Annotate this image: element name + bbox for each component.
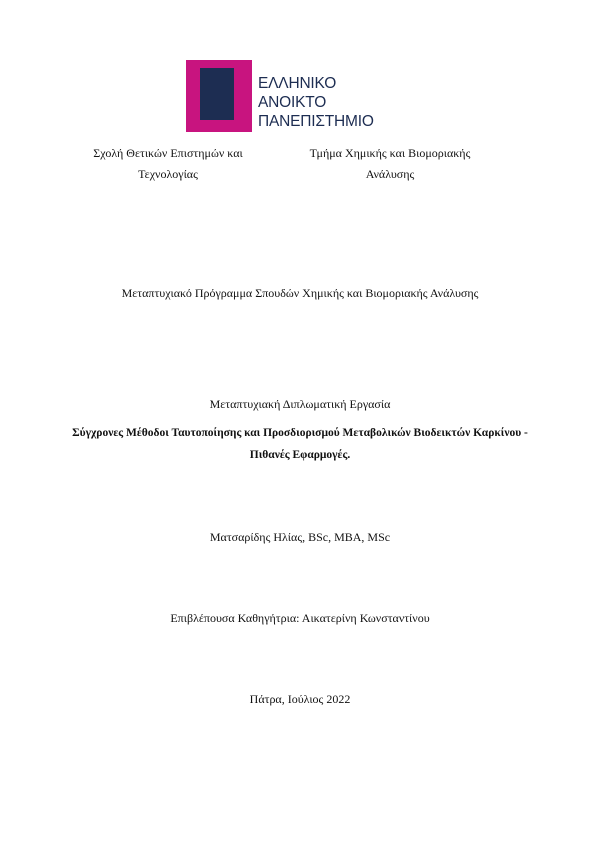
- place-date: Πάτρα, Ιούλιος 2022: [249, 692, 351, 706]
- thesis-title: [40, 422, 560, 466]
- thesis-title-line-1: Σύγχρονες Μέθοδοι Ταυτοποίησης και Προσδιορισμού Μεταβολικών Βιοδεικτών Καρκίνου -: [72, 427, 528, 439]
- university-logo-text: [258, 74, 374, 131]
- logo-text-line-3: ΠΑΝΕΠΙΣΤΗΜΙΟ: [258, 113, 374, 130]
- author-name: Ματσαρίδης Ηλίας, BSc, MBA, MSc: [209, 530, 391, 544]
- logo-text-line-2: ΑΝΟΙΚΤΟ: [258, 94, 327, 111]
- supervisor: Επιβλέπουσα Καθηγήτρια: Αικατερίνη Κωνσταντίνου: [170, 611, 430, 625]
- logo-text-line-1: ΕΛΛΗΝΙΚΟ: [258, 75, 337, 92]
- school-name-line-2: Τεχνολογίας: [138, 167, 198, 181]
- thesis-title-line-2: Πιθανές Εφαρμογές.: [249, 449, 351, 461]
- department-name-line-1: Τμήμα Χημικής και Βιομοριακής: [309, 146, 471, 160]
- thesis-type: Μεταπτυχιακή Διπλωματική Εργασία: [209, 397, 391, 411]
- university-logo: [186, 60, 376, 132]
- school-name-line-1: Σχολή Θετικών Επιστημών και: [93, 146, 243, 160]
- department-name: [302, 143, 478, 185]
- university-logo-mark: [186, 60, 252, 132]
- program-name: Μεταπτυχιακό Πρόγραμμα Σπουδών Χημικής και Βιομοριακής Ανάλυσης: [121, 286, 479, 300]
- department-name-line-2: Ανάλυσης: [365, 167, 415, 181]
- school-name: [80, 143, 256, 185]
